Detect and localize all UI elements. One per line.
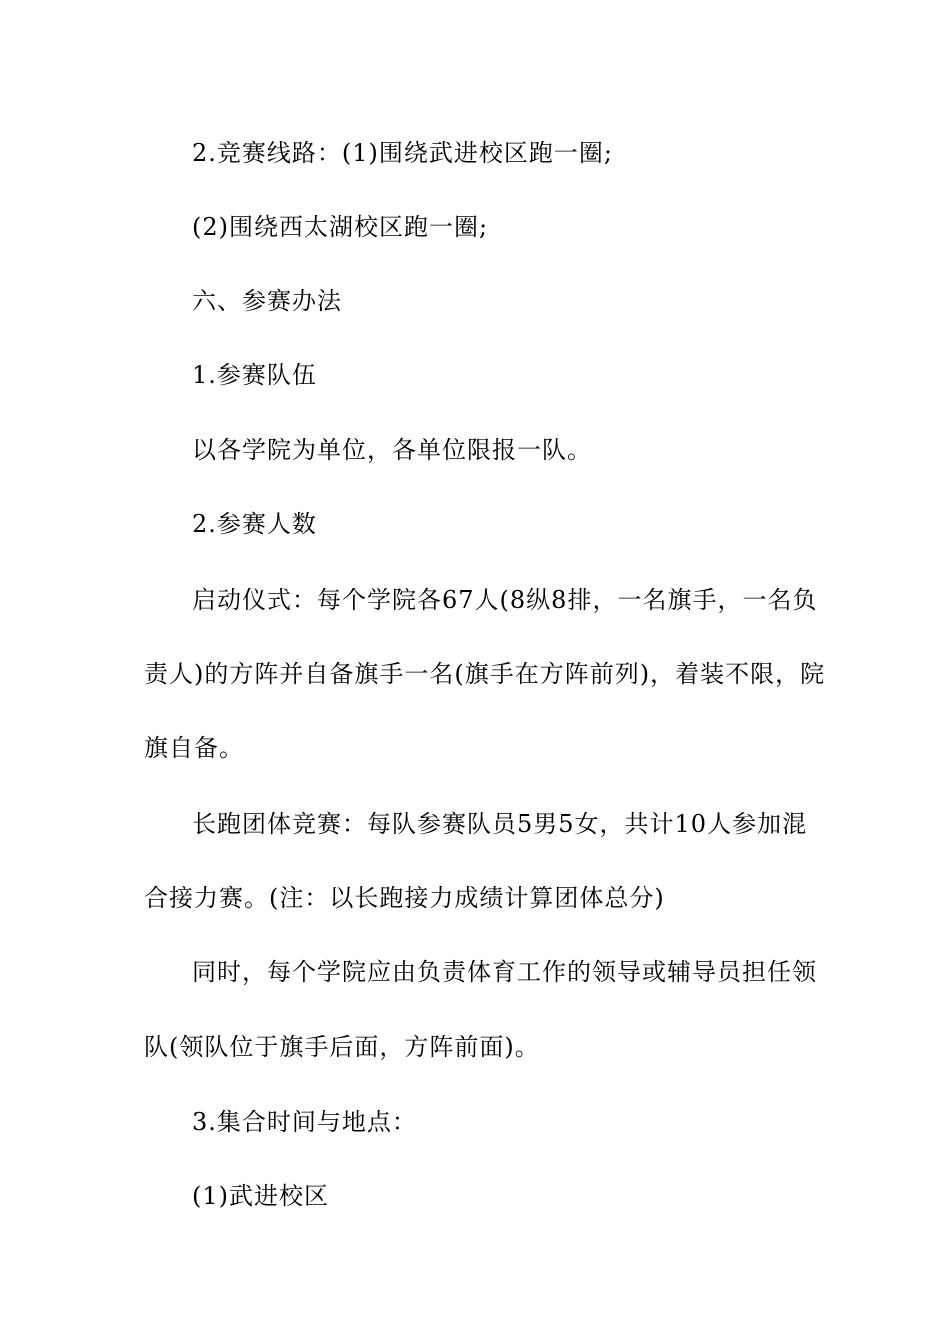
paragraph-leader-line-2: 队(领队位于旗手后面，方阵前面)。 [144, 1033, 540, 1061]
assembly-location-1: (1)武进校区 [192, 1182, 329, 1210]
paragraph-relay-line-1: 长跑团体竞赛：每队参赛队员5男5女，共计10人参加混 [192, 810, 808, 838]
paragraph-ceremony-line-2: 责人)的方阵并自备旗手一名(旗手在方阵前列)，着装不限，院 [144, 660, 826, 688]
paragraph-ceremony-line-1: 启动仪式：每个学院各67人(8纵8排，一名旗手，一名负 [192, 586, 818, 614]
paragraph-teams: 以各学院为单位，各单位限报一队。 [192, 436, 592, 464]
section-heading-participation: 六、参赛办法 [192, 287, 342, 315]
paragraph-relay-line-2: 合接力赛。(注：以长跑接力成绩计算团体总分) [144, 884, 665, 912]
route-line-1: 2.竞赛线路：(1)围绕武进校区跑一圈; [192, 139, 613, 167]
subheading-participants: 2.参赛人数 [192, 510, 317, 538]
paragraph-ceremony-line-3: 旗自备。 [144, 734, 244, 762]
route-line-2: (2)围绕西太湖校区跑一圈; [192, 213, 489, 241]
subheading-teams: 1.参赛队伍 [192, 361, 317, 389]
subheading-assembly: 3.集合时间与地点： [192, 1108, 417, 1136]
paragraph-leader-line-1: 同时，每个学院应由负责体育工作的领导或辅导员担任领 [192, 958, 817, 986]
